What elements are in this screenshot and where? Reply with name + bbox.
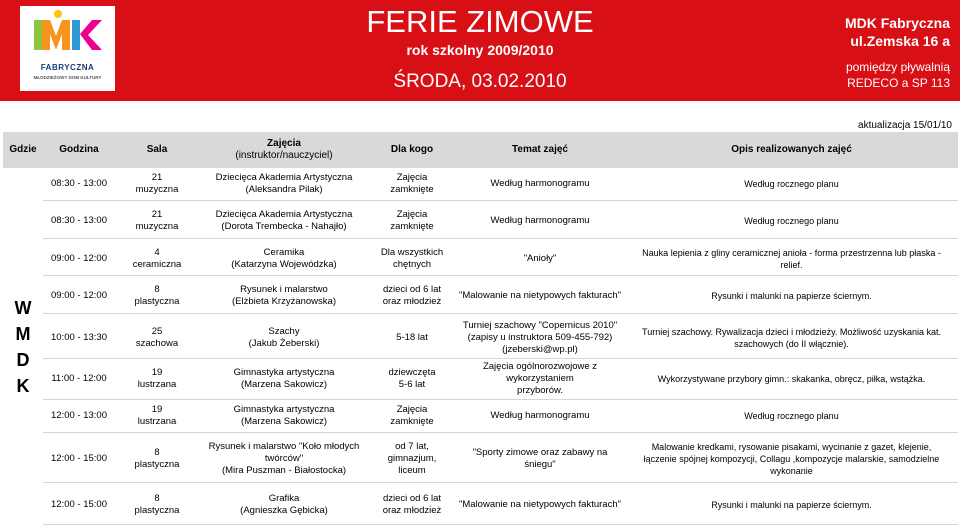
topic-cell-line: Zajęcia ogólnorozwojowe z wykorzystaniem	[458, 361, 622, 385]
col-desc: Opis realizowanych zajęć	[625, 132, 958, 168]
date-label: ŚRODA, 03.02.2010	[330, 71, 630, 93]
desc-cell-line: Wykorzystywane przybory gimn.: skakanka, obręcz, piłka, wstążka.	[628, 373, 955, 385]
col-class	[199, 132, 369, 168]
school-year: rok szkolny 2009/2010	[330, 42, 630, 58]
room-cell-line: muzyczna	[118, 221, 196, 233]
time-cell: 12:00 - 15:00	[43, 437, 115, 482]
for-cell-line: dziewczęta	[372, 367, 452, 379]
for-cell-line: oraz młodzież	[372, 296, 452, 308]
room-cell-line: ceramiczna	[118, 259, 196, 271]
class-cell-line: Rysunek i malarstwo	[202, 284, 366, 296]
class-cell-line: Dziecięca Akademia Artystyczna	[202, 172, 366, 184]
room-cell	[115, 359, 199, 400]
room-cell-line: plastyczna	[118, 459, 196, 471]
class-cell	[199, 205, 369, 238]
topic-cell-line: Według harmonogramu	[458, 215, 622, 227]
time-cell: 10:00 - 13:30	[43, 318, 115, 359]
class-cell	[199, 168, 369, 201]
col-class-title: Zajęcia	[202, 138, 366, 150]
topic-cell	[455, 400, 625, 433]
room-cell	[115, 487, 199, 525]
class-cell-line: (Agnieszka Gębicka)	[202, 505, 366, 517]
location-line2: REDECO a SP 113	[845, 74, 950, 92]
room-cell-line: lustrzana	[118, 379, 196, 391]
class-cell-line: twórców"	[202, 453, 366, 465]
room-cell-line: 4	[118, 247, 196, 259]
room-cell-line: 19	[118, 404, 196, 416]
header-banner	[0, 0, 960, 101]
topic-cell	[455, 205, 625, 238]
for-cell	[369, 280, 455, 313]
time-cell: 12:00 - 13:00	[43, 400, 115, 433]
topic-cell-line: Według harmonogramu	[458, 410, 622, 422]
logo-name: FABRYCZNA	[20, 63, 115, 72]
room-cell-line: 8	[118, 493, 196, 505]
time-cell: 11:00 - 12:00	[43, 359, 115, 400]
time-cell: 08:30 - 13:00	[43, 168, 115, 201]
header-row	[3, 132, 958, 168]
col-time: Godzina	[43, 132, 115, 168]
for-cell	[369, 437, 455, 482]
logo-letters-icon	[20, 6, 115, 62]
desc-cell-line: Rysunki i malunki na papierze ściernym.	[628, 499, 955, 511]
class-cell-line: (Marzena Sakowicz)	[202, 416, 366, 428]
table-row	[3, 400, 958, 433]
col-where: Gdzie	[3, 132, 43, 168]
topic-cell	[455, 318, 625, 359]
for-cell	[369, 243, 455, 276]
desc-cell	[625, 168, 958, 201]
institution-name: MDK Fabryczna	[845, 14, 950, 32]
class-cell	[199, 437, 369, 482]
desc-cell-line: Malowanie kredkami, rysowanie pisakami, wycinanie z gazet, klejenie,	[628, 441, 955, 453]
topic-cell	[455, 280, 625, 313]
desc-cell-line: Rysunki i malunki na papierze ściernym.	[628, 290, 955, 302]
for-cell-line: 5-18 lat	[372, 332, 452, 344]
for-cell-line: Zajęcia	[372, 404, 452, 416]
room-cell-line: szachowa	[118, 338, 196, 350]
room-cell-line: 25	[118, 326, 196, 338]
class-cell	[199, 243, 369, 276]
mdk-logo	[20, 6, 115, 91]
desc-cell	[625, 487, 958, 525]
topic-cell-line: przyborów.	[458, 385, 622, 397]
where-letter: D	[6, 347, 40, 373]
class-cell-line: Grafika	[202, 493, 366, 505]
for-cell	[369, 487, 455, 525]
where-cell	[3, 168, 43, 525]
update-date: aktualizacja 15/01/10	[858, 120, 952, 131]
room-cell-line: 8	[118, 284, 196, 296]
room-cell	[115, 318, 199, 359]
desc-cell	[625, 243, 958, 276]
class-cell-line: (Katarzyna Wojewódzka)	[202, 259, 366, 271]
desc-cell	[625, 280, 958, 313]
title-block	[330, 4, 630, 58]
topic-cell	[455, 437, 625, 482]
col-room: Sala	[115, 132, 199, 168]
class-cell-line: (Marzena Sakowicz)	[202, 379, 366, 391]
room-cell-line: 21	[118, 172, 196, 184]
time-cell: 08:30 - 13:00	[43, 205, 115, 238]
for-cell-line: dzieci od 6 lat	[372, 284, 452, 296]
col-topic: Temat zajęć	[455, 132, 625, 168]
desc-cell	[625, 437, 958, 482]
room-cell-line: lustrzana	[118, 416, 196, 428]
desc-cell-line: Według rocznego planu	[628, 178, 955, 190]
for-cell	[369, 318, 455, 359]
room-cell-line: 8	[118, 447, 196, 459]
class-cell-line: Rysunek i malarstwo "Koło młodych	[202, 441, 366, 453]
class-cell-line: (Dorota Trembecka - Nahajło)	[202, 221, 366, 233]
desc-cell-line: relief.	[628, 259, 955, 271]
class-cell-line: Ceramika	[202, 247, 366, 259]
address-block	[845, 14, 950, 92]
street-address: ul.Zemska 16 a	[845, 32, 950, 50]
class-cell-line: (Elżbieta Krzyżanowska)	[202, 296, 366, 308]
topic-cell-line: (jzeberski@wp.pl)	[458, 344, 622, 356]
class-cell-line: Dziecięca Akademia Artystyczna	[202, 209, 366, 221]
desc-cell	[625, 205, 958, 238]
room-cell	[115, 205, 199, 238]
table-row	[3, 168, 958, 201]
room-cell-line: plastyczna	[118, 505, 196, 517]
table-row	[3, 205, 958, 238]
topic-cell-line: "Anioły"	[458, 253, 622, 265]
for-cell	[369, 359, 455, 400]
topic-cell-line: (zapisy u instruktora 509-455-792)	[458, 332, 622, 344]
room-cell-line: 21	[118, 209, 196, 221]
table-row	[3, 359, 958, 400]
room-cell-line: 19	[118, 367, 196, 379]
where-letter: W	[6, 295, 40, 321]
room-cell	[115, 280, 199, 313]
for-cell-line: oraz młodzież	[372, 505, 452, 517]
desc-cell-line: Według rocznego planu	[628, 215, 955, 227]
topic-cell-line: "Malowanie na nietypowych fakturach"	[458, 499, 622, 511]
table-row	[3, 487, 958, 525]
desc-cell-line: Nauka lepienia z gliny ceramicznej anioła - forma przestrzenna lub płaska -	[628, 247, 955, 259]
for-cell	[369, 168, 455, 201]
topic-cell	[455, 243, 625, 276]
for-cell-line: zamknięte	[372, 221, 452, 233]
desc-cell-line: wykonanie	[628, 465, 955, 477]
class-cell	[199, 318, 369, 359]
class-cell-line: Szachy	[202, 326, 366, 338]
room-cell-line: plastyczna	[118, 296, 196, 308]
class-cell	[199, 359, 369, 400]
desc-cell-line: Turniej szachowy. Rywalizacja dzieci i młodzieży. Możliwość uzyskania kat.	[628, 326, 955, 338]
for-cell-line: chętnych	[372, 259, 452, 271]
for-cell-line: liceum	[372, 465, 452, 477]
topic-cell-line: Według harmonogramu	[458, 178, 622, 190]
class-cell	[199, 280, 369, 313]
class-cell-line: Gimnastyka artystyczna	[202, 404, 366, 416]
time-cell: 09:00 - 12:00	[43, 243, 115, 276]
topic-cell	[455, 168, 625, 201]
desc-cell	[625, 318, 958, 359]
where-letter: M	[6, 321, 40, 347]
desc-cell-line: łączenie spójnej kompozycji, Collagu ,kompozycje malarskie, samodzielne	[628, 453, 955, 465]
for-cell-line: Zajęcia	[372, 172, 452, 184]
col-class-sub: (instruktor/nauczyciel)	[202, 150, 366, 162]
for-cell	[369, 205, 455, 238]
desc-cell-line: szachowych (do II włącznie).	[628, 338, 955, 350]
for-cell-line: gimnazjum,	[372, 453, 452, 465]
page-title: FERIE ZIMOWE	[330, 4, 630, 40]
topic-cell-line: "Malowanie na nietypowych fakturach"	[458, 290, 622, 302]
table-row	[3, 318, 958, 359]
topic-cell	[455, 359, 625, 400]
class-cell	[199, 400, 369, 433]
logo-subtitle: MŁODZIEŻOWY DOM KULTURY	[20, 75, 115, 80]
where-letter: K	[6, 373, 40, 399]
for-cell-line: zamknięte	[372, 184, 452, 196]
room-cell-line: muzyczna	[118, 184, 196, 196]
for-cell-line: Zajęcia	[372, 209, 452, 221]
table-row	[3, 280, 958, 313]
desc-cell	[625, 359, 958, 400]
desc-cell-line: Według rocznego planu	[628, 410, 955, 422]
for-cell-line: od 7 lat,	[372, 441, 452, 453]
topic-cell-line: "Sporty zimowe oraz zabawy na śniegu"	[458, 447, 622, 471]
room-cell	[115, 168, 199, 201]
for-cell-line: Dla wszystkich	[372, 247, 452, 259]
room-cell	[115, 400, 199, 433]
for-cell	[369, 400, 455, 433]
location-line1: pomiędzy pływalnią	[845, 60, 950, 74]
table-row	[3, 243, 958, 276]
topic-cell	[455, 487, 625, 525]
col-for: Dla kogo	[369, 132, 455, 168]
class-cell-line: (Aleksandra Pilak)	[202, 184, 366, 196]
class-cell-line: (Mira Puszman - Białostocka)	[202, 465, 366, 477]
table-row	[3, 437, 958, 482]
schedule-table	[3, 132, 958, 525]
class-cell	[199, 487, 369, 525]
time-cell: 12:00 - 15:00	[43, 487, 115, 525]
for-cell-line: dzieci od 6 lat	[372, 493, 452, 505]
for-cell-line: 5-6 lat	[372, 379, 452, 391]
room-cell	[115, 243, 199, 276]
class-cell-line: Gimnastyka artystyczna	[202, 367, 366, 379]
for-cell-line: zamknięte	[372, 416, 452, 428]
class-cell-line: (Jakub Żeberski)	[202, 338, 366, 350]
desc-cell	[625, 400, 958, 433]
topic-cell-line: Turniej szachowy "Copernicus 2010"	[458, 320, 622, 332]
time-cell: 09:00 - 12:00	[43, 280, 115, 313]
room-cell	[115, 437, 199, 482]
